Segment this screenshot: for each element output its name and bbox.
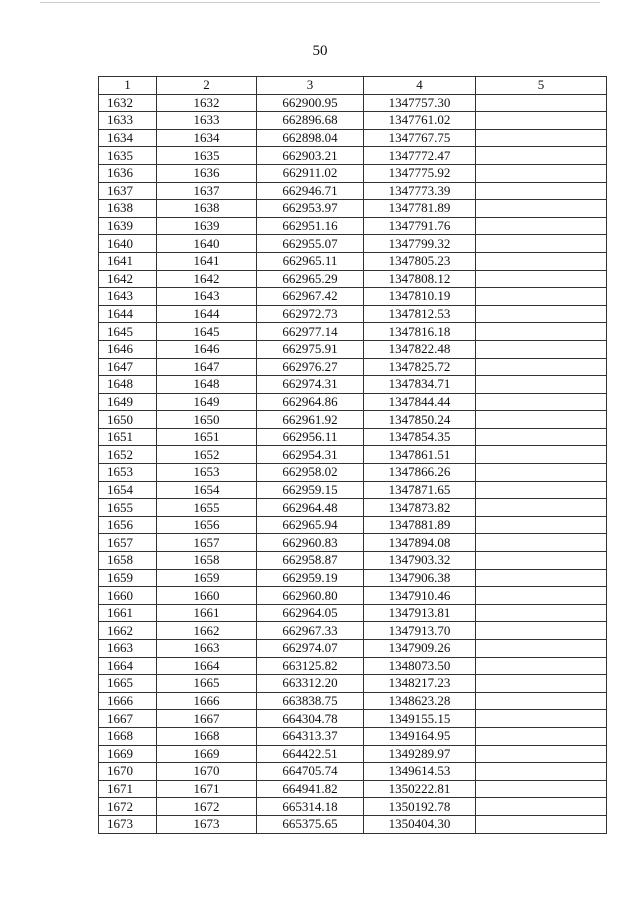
table-cell-col-5 bbox=[476, 252, 607, 270]
table-cell-col-1: 1660 bbox=[99, 587, 157, 605]
table-row bbox=[99, 657, 607, 675]
table-cell-col-2: 1635 bbox=[157, 147, 257, 165]
table-row bbox=[99, 692, 607, 710]
table-cell-col-4: 1347773.39 bbox=[364, 182, 476, 200]
table-cell-col-4: 1347812.53 bbox=[364, 305, 476, 323]
table-cell-col-5 bbox=[476, 587, 607, 605]
table-cell-col-3: 662946.71 bbox=[257, 182, 364, 200]
table-cell-col-4: 1347772.47 bbox=[364, 147, 476, 165]
table-cell-col-4: 1347894.08 bbox=[364, 534, 476, 552]
table-cell-col-4: 1347913.70 bbox=[364, 622, 476, 640]
table-cell-col-4: 1347871.65 bbox=[364, 481, 476, 499]
table-cell-col-4: 1347791.76 bbox=[364, 217, 476, 235]
table-cell-col-4: 1347903.32 bbox=[364, 552, 476, 570]
table-cell-col-5 bbox=[476, 552, 607, 570]
table-cell-col-5 bbox=[476, 499, 607, 517]
table-cell-col-5 bbox=[476, 446, 607, 464]
table-row bbox=[99, 622, 607, 640]
table-row bbox=[99, 727, 607, 745]
table-cell-col-2: 1668 bbox=[157, 727, 257, 745]
table-cell-col-2: 1663 bbox=[157, 640, 257, 658]
table-cell-col-1: 1657 bbox=[99, 534, 157, 552]
table-cell-col-4: 1347909.26 bbox=[364, 640, 476, 658]
table-cell-col-4: 1347761.02 bbox=[364, 112, 476, 130]
table-cell-col-2: 1640 bbox=[157, 235, 257, 253]
table-row bbox=[99, 587, 607, 605]
table-cell-col-3: 662959.15 bbox=[257, 481, 364, 499]
table-cell-col-3: 662974.31 bbox=[257, 376, 364, 394]
table-cell-col-1: 1656 bbox=[99, 516, 157, 534]
table-cell-col-1: 1637 bbox=[99, 182, 157, 200]
table-cell-col-2: 1643 bbox=[157, 288, 257, 306]
table-cell-col-2: 1671 bbox=[157, 780, 257, 798]
table-cell-col-2: 1646 bbox=[157, 340, 257, 358]
table-cell-col-1: 1651 bbox=[99, 428, 157, 446]
table-cell-col-5 bbox=[476, 428, 607, 446]
table-body bbox=[99, 94, 607, 833]
table-cell-col-4: 1347861.51 bbox=[364, 446, 476, 464]
table-cell-col-1: 1633 bbox=[99, 112, 157, 130]
table-row bbox=[99, 798, 607, 816]
table-cell-col-4: 1347881.89 bbox=[364, 516, 476, 534]
table-cell-col-4: 1347757.30 bbox=[364, 94, 476, 112]
table-cell-col-5 bbox=[476, 305, 607, 323]
table-cell-col-1: 1672 bbox=[99, 798, 157, 816]
table-cell-col-1: 1673 bbox=[99, 815, 157, 833]
table-cell-col-3: 662975.91 bbox=[257, 340, 364, 358]
table-cell-col-3: 662972.73 bbox=[257, 305, 364, 323]
table-cell-col-4: 1348623.28 bbox=[364, 692, 476, 710]
table-row bbox=[99, 182, 607, 200]
table-cell-col-4: 1347808.12 bbox=[364, 270, 476, 288]
table-row bbox=[99, 323, 607, 341]
table-row bbox=[99, 640, 607, 658]
table-cell-col-2: 1641 bbox=[157, 252, 257, 270]
table-cell-col-2: 1652 bbox=[157, 446, 257, 464]
table-row bbox=[99, 340, 607, 358]
table-cell-col-5 bbox=[476, 376, 607, 394]
table-cell-col-5 bbox=[476, 763, 607, 781]
table-cell-col-2: 1644 bbox=[157, 305, 257, 323]
table-cell-col-3: 662954.31 bbox=[257, 446, 364, 464]
table-cell-col-2: 1670 bbox=[157, 763, 257, 781]
table-cell-col-2: 1662 bbox=[157, 622, 257, 640]
table-row bbox=[99, 745, 607, 763]
table-row bbox=[99, 305, 607, 323]
table-row bbox=[99, 235, 607, 253]
table-cell-col-5 bbox=[476, 798, 607, 816]
table-cell-col-1: 1636 bbox=[99, 164, 157, 182]
table-cell-col-4: 1347913.81 bbox=[364, 604, 476, 622]
table-cell-col-1: 1664 bbox=[99, 657, 157, 675]
table-cell-col-4: 1349155.15 bbox=[364, 710, 476, 728]
table-row bbox=[99, 569, 607, 587]
table-row bbox=[99, 129, 607, 147]
table-cell-col-4: 1347854.35 bbox=[364, 428, 476, 446]
table-cell-col-4: 1347825.72 bbox=[364, 358, 476, 376]
table-cell-col-2: 1648 bbox=[157, 376, 257, 394]
table-row bbox=[99, 780, 607, 798]
table-cell-col-2: 1669 bbox=[157, 745, 257, 763]
table-cell-col-3: 664304.78 bbox=[257, 710, 364, 728]
table-cell-col-1: 1641 bbox=[99, 252, 157, 270]
table-cell-col-1: 1644 bbox=[99, 305, 157, 323]
table-cell-col-3: 662964.05 bbox=[257, 604, 364, 622]
table-cell-col-1: 1661 bbox=[99, 604, 157, 622]
table-cell-col-3: 662977.14 bbox=[257, 323, 364, 341]
table-cell-col-4: 1347906.38 bbox=[364, 569, 476, 587]
table-cell-col-1: 1642 bbox=[99, 270, 157, 288]
table-row bbox=[99, 481, 607, 499]
table-cell-col-1: 1647 bbox=[99, 358, 157, 376]
table-cell-col-2: 1667 bbox=[157, 710, 257, 728]
table-cell-col-1: 1645 bbox=[99, 323, 157, 341]
table-cell-col-5 bbox=[476, 534, 607, 552]
table-cell-col-5 bbox=[476, 288, 607, 306]
table-row bbox=[99, 552, 607, 570]
table-cell-col-5 bbox=[476, 675, 607, 693]
table-cell-col-2: 1657 bbox=[157, 534, 257, 552]
table-cell-col-4: 1347816.18 bbox=[364, 323, 476, 341]
table-cell-col-3: 664705.74 bbox=[257, 763, 364, 781]
table-row bbox=[99, 446, 607, 464]
table-cell-col-1: 1635 bbox=[99, 147, 157, 165]
table-cell-col-2: 1664 bbox=[157, 657, 257, 675]
table-cell-col-1: 1643 bbox=[99, 288, 157, 306]
table-cell-col-2: 1653 bbox=[157, 464, 257, 482]
table-cell-col-2: 1661 bbox=[157, 604, 257, 622]
table-row bbox=[99, 393, 607, 411]
table-cell-col-1: 1639 bbox=[99, 217, 157, 235]
table-row bbox=[99, 675, 607, 693]
table-cell-col-3: 662898.04 bbox=[257, 129, 364, 147]
table-cell-col-2: 1647 bbox=[157, 358, 257, 376]
table-cell-col-2: 1638 bbox=[157, 200, 257, 218]
table-cell-col-3: 662961.92 bbox=[257, 411, 364, 429]
table-cell-col-5 bbox=[476, 323, 607, 341]
table-cell-col-5 bbox=[476, 147, 607, 165]
table-cell-col-1: 1654 bbox=[99, 481, 157, 499]
table-cell-col-2: 1632 bbox=[157, 94, 257, 112]
table-cell-col-5 bbox=[476, 182, 607, 200]
table-cell-col-4: 1349289.97 bbox=[364, 745, 476, 763]
top-edge-rule bbox=[40, 2, 600, 3]
table-cell-col-5 bbox=[476, 640, 607, 658]
table-cell-col-5 bbox=[476, 481, 607, 499]
table-cell-col-3: 664941.82 bbox=[257, 780, 364, 798]
table-cell-col-5 bbox=[476, 129, 607, 147]
table-row bbox=[99, 164, 607, 182]
table-cell-col-3: 663838.75 bbox=[257, 692, 364, 710]
table-cell-col-3: 662953.97 bbox=[257, 200, 364, 218]
table-cell-col-4: 1347767.75 bbox=[364, 129, 476, 147]
table-cell-col-1: 1659 bbox=[99, 569, 157, 587]
table-cell-col-3: 663312.20 bbox=[257, 675, 364, 693]
table-cell-col-5 bbox=[476, 727, 607, 745]
table-cell-col-1: 1638 bbox=[99, 200, 157, 218]
table-cell-col-3: 662964.48 bbox=[257, 499, 364, 517]
table-row bbox=[99, 428, 607, 446]
table-cell-col-3: 662976.27 bbox=[257, 358, 364, 376]
table-row bbox=[99, 499, 607, 517]
table-cell-col-2: 1655 bbox=[157, 499, 257, 517]
table-cell-col-4: 1347810.19 bbox=[364, 288, 476, 306]
table-cell-col-2: 1672 bbox=[157, 798, 257, 816]
table-cell-col-5 bbox=[476, 745, 607, 763]
table-cell-col-3: 662911.02 bbox=[257, 164, 364, 182]
table-cell-col-3: 662965.11 bbox=[257, 252, 364, 270]
table-row bbox=[99, 94, 607, 112]
table-cell-col-2: 1666 bbox=[157, 692, 257, 710]
table-cell-col-1: 1662 bbox=[99, 622, 157, 640]
table-cell-col-3: 662964.86 bbox=[257, 393, 364, 411]
page-number: 50 bbox=[312, 43, 328, 59]
table-cell-col-3: 663125.82 bbox=[257, 657, 364, 675]
table-cell-col-5 bbox=[476, 112, 607, 130]
table-cell-col-4: 1347850.24 bbox=[364, 411, 476, 429]
table-cell-col-1: 1668 bbox=[99, 727, 157, 745]
table-cell-col-4: 1349164.95 bbox=[364, 727, 476, 745]
table-cell-col-2: 1633 bbox=[157, 112, 257, 130]
table-cell-col-1: 1671 bbox=[99, 780, 157, 798]
table-cell-col-2: 1665 bbox=[157, 675, 257, 693]
table-cell-col-1: 1670 bbox=[99, 763, 157, 781]
table-cell-col-1: 1665 bbox=[99, 675, 157, 693]
table-cell-col-3: 662960.80 bbox=[257, 587, 364, 605]
table-cell-col-4: 1347822.48 bbox=[364, 340, 476, 358]
table-cell-col-2: 1634 bbox=[157, 129, 257, 147]
table-cell-col-3: 664313.37 bbox=[257, 727, 364, 745]
table-row bbox=[99, 376, 607, 394]
table-row bbox=[99, 464, 607, 482]
column-header-4: 4 bbox=[364, 77, 476, 95]
table-row bbox=[99, 252, 607, 270]
table-cell-col-2: 1639 bbox=[157, 217, 257, 235]
table-cell-col-5 bbox=[476, 358, 607, 376]
table-cell-col-3: 662965.29 bbox=[257, 270, 364, 288]
table-cell-col-5 bbox=[476, 217, 607, 235]
table-cell-col-4: 1347844.44 bbox=[364, 393, 476, 411]
table-cell-col-1: 1648 bbox=[99, 376, 157, 394]
table-cell-col-4: 1347775.92 bbox=[364, 164, 476, 182]
table-cell-col-3: 662958.87 bbox=[257, 552, 364, 570]
table-cell-col-1: 1652 bbox=[99, 446, 157, 464]
table-cell-col-4: 1350222.81 bbox=[364, 780, 476, 798]
table-cell-col-2: 1673 bbox=[157, 815, 257, 833]
table-cell-col-2: 1636 bbox=[157, 164, 257, 182]
table-row bbox=[99, 288, 607, 306]
table-cell-col-1: 1655 bbox=[99, 499, 157, 517]
table-cell-col-3: 665375.65 bbox=[257, 815, 364, 833]
table-row bbox=[99, 516, 607, 534]
table-cell-col-4: 1350192.78 bbox=[364, 798, 476, 816]
coordinates-table bbox=[98, 76, 607, 834]
table-row bbox=[99, 534, 607, 552]
table-cell-col-4: 1347866.26 bbox=[364, 464, 476, 482]
table-cell-col-2: 1659 bbox=[157, 569, 257, 587]
table-cell-col-3: 662965.94 bbox=[257, 516, 364, 534]
table-row bbox=[99, 815, 607, 833]
table-cell-col-3: 662959.19 bbox=[257, 569, 364, 587]
table-cell-col-3: 662967.33 bbox=[257, 622, 364, 640]
table-cell-col-5 bbox=[476, 692, 607, 710]
table-cell-col-2: 1651 bbox=[157, 428, 257, 446]
table-cell-col-4: 1349614.53 bbox=[364, 763, 476, 781]
table-cell-col-4: 1347781.89 bbox=[364, 200, 476, 218]
table-cell-col-5 bbox=[476, 569, 607, 587]
table-cell-col-2: 1637 bbox=[157, 182, 257, 200]
table-row bbox=[99, 270, 607, 288]
table-row bbox=[99, 147, 607, 165]
table-cell-col-4: 1347834.71 bbox=[364, 376, 476, 394]
table-row bbox=[99, 604, 607, 622]
table-cell-col-5 bbox=[476, 235, 607, 253]
table-cell-col-4: 1347873.82 bbox=[364, 499, 476, 517]
table-cell-col-1: 1658 bbox=[99, 552, 157, 570]
table-cell-col-5 bbox=[476, 340, 607, 358]
column-header-3: 3 bbox=[257, 77, 364, 95]
table-cell-col-5 bbox=[476, 657, 607, 675]
table-cell-col-1: 1634 bbox=[99, 129, 157, 147]
table-row bbox=[99, 358, 607, 376]
table-row bbox=[99, 710, 607, 728]
column-header-2: 2 bbox=[157, 77, 257, 95]
table-cell-col-2: 1654 bbox=[157, 481, 257, 499]
table-cell-col-2: 1642 bbox=[157, 270, 257, 288]
table-cell-col-5 bbox=[476, 780, 607, 798]
table-cell-col-1: 1669 bbox=[99, 745, 157, 763]
table-cell-col-2: 1658 bbox=[157, 552, 257, 570]
table-cell-col-1: 1649 bbox=[99, 393, 157, 411]
table-cell-col-5 bbox=[476, 393, 607, 411]
table-cell-col-4: 1348073.50 bbox=[364, 657, 476, 675]
table-cell-col-5 bbox=[476, 411, 607, 429]
table-cell-col-1: 1663 bbox=[99, 640, 157, 658]
table-cell-col-4: 1350404.30 bbox=[364, 815, 476, 833]
table-cell-col-5 bbox=[476, 464, 607, 482]
table-cell-col-3: 662956.11 bbox=[257, 428, 364, 446]
table-cell-col-3: 665314.18 bbox=[257, 798, 364, 816]
table-row bbox=[99, 411, 607, 429]
table-cell-col-5 bbox=[476, 270, 607, 288]
table-cell-col-4: 1347799.32 bbox=[364, 235, 476, 253]
table-cell-col-4: 1347910.46 bbox=[364, 587, 476, 605]
table-cell-col-1: 1646 bbox=[99, 340, 157, 358]
column-header-1: 1 bbox=[99, 77, 157, 95]
table-cell-col-3: 662960.83 bbox=[257, 534, 364, 552]
table-header-row bbox=[99, 77, 607, 95]
table-cell-col-3: 662974.07 bbox=[257, 640, 364, 658]
column-header-5: 5 bbox=[476, 77, 607, 95]
table-cell-col-1: 1632 bbox=[99, 94, 157, 112]
table-cell-col-3: 662896.68 bbox=[257, 112, 364, 130]
table-cell-col-4: 1348217.23 bbox=[364, 675, 476, 693]
table-row bbox=[99, 217, 607, 235]
table-cell-col-3: 662951.16 bbox=[257, 217, 364, 235]
table-cell-col-5 bbox=[476, 710, 607, 728]
table-cell-col-2: 1660 bbox=[157, 587, 257, 605]
table-cell-col-5 bbox=[476, 516, 607, 534]
table-cell-col-1: 1653 bbox=[99, 464, 157, 482]
table-cell-col-5 bbox=[476, 94, 607, 112]
table-cell-col-4: 1347805.23 bbox=[364, 252, 476, 270]
table-cell-col-2: 1649 bbox=[157, 393, 257, 411]
table-row bbox=[99, 112, 607, 130]
table-cell-col-5 bbox=[476, 164, 607, 182]
table-cell-col-3: 662903.21 bbox=[257, 147, 364, 165]
table-cell-col-2: 1650 bbox=[157, 411, 257, 429]
table-row bbox=[99, 763, 607, 781]
table-cell-col-5 bbox=[476, 200, 607, 218]
table-cell-col-3: 662900.95 bbox=[257, 94, 364, 112]
table-cell-col-1: 1640 bbox=[99, 235, 157, 253]
table-cell-col-5 bbox=[476, 604, 607, 622]
table-cell-col-1: 1667 bbox=[99, 710, 157, 728]
table-cell-col-1: 1650 bbox=[99, 411, 157, 429]
table-cell-col-3: 662958.02 bbox=[257, 464, 364, 482]
table-cell-col-1: 1666 bbox=[99, 692, 157, 710]
table-cell-col-2: 1645 bbox=[157, 323, 257, 341]
table-cell-col-5 bbox=[476, 622, 607, 640]
table-cell-col-2: 1656 bbox=[157, 516, 257, 534]
table-cell-col-3: 664422.51 bbox=[257, 745, 364, 763]
table-cell-col-5 bbox=[476, 815, 607, 833]
table-cell-col-3: 662955.07 bbox=[257, 235, 364, 253]
table-row bbox=[99, 200, 607, 218]
table-cell-col-3: 662967.42 bbox=[257, 288, 364, 306]
